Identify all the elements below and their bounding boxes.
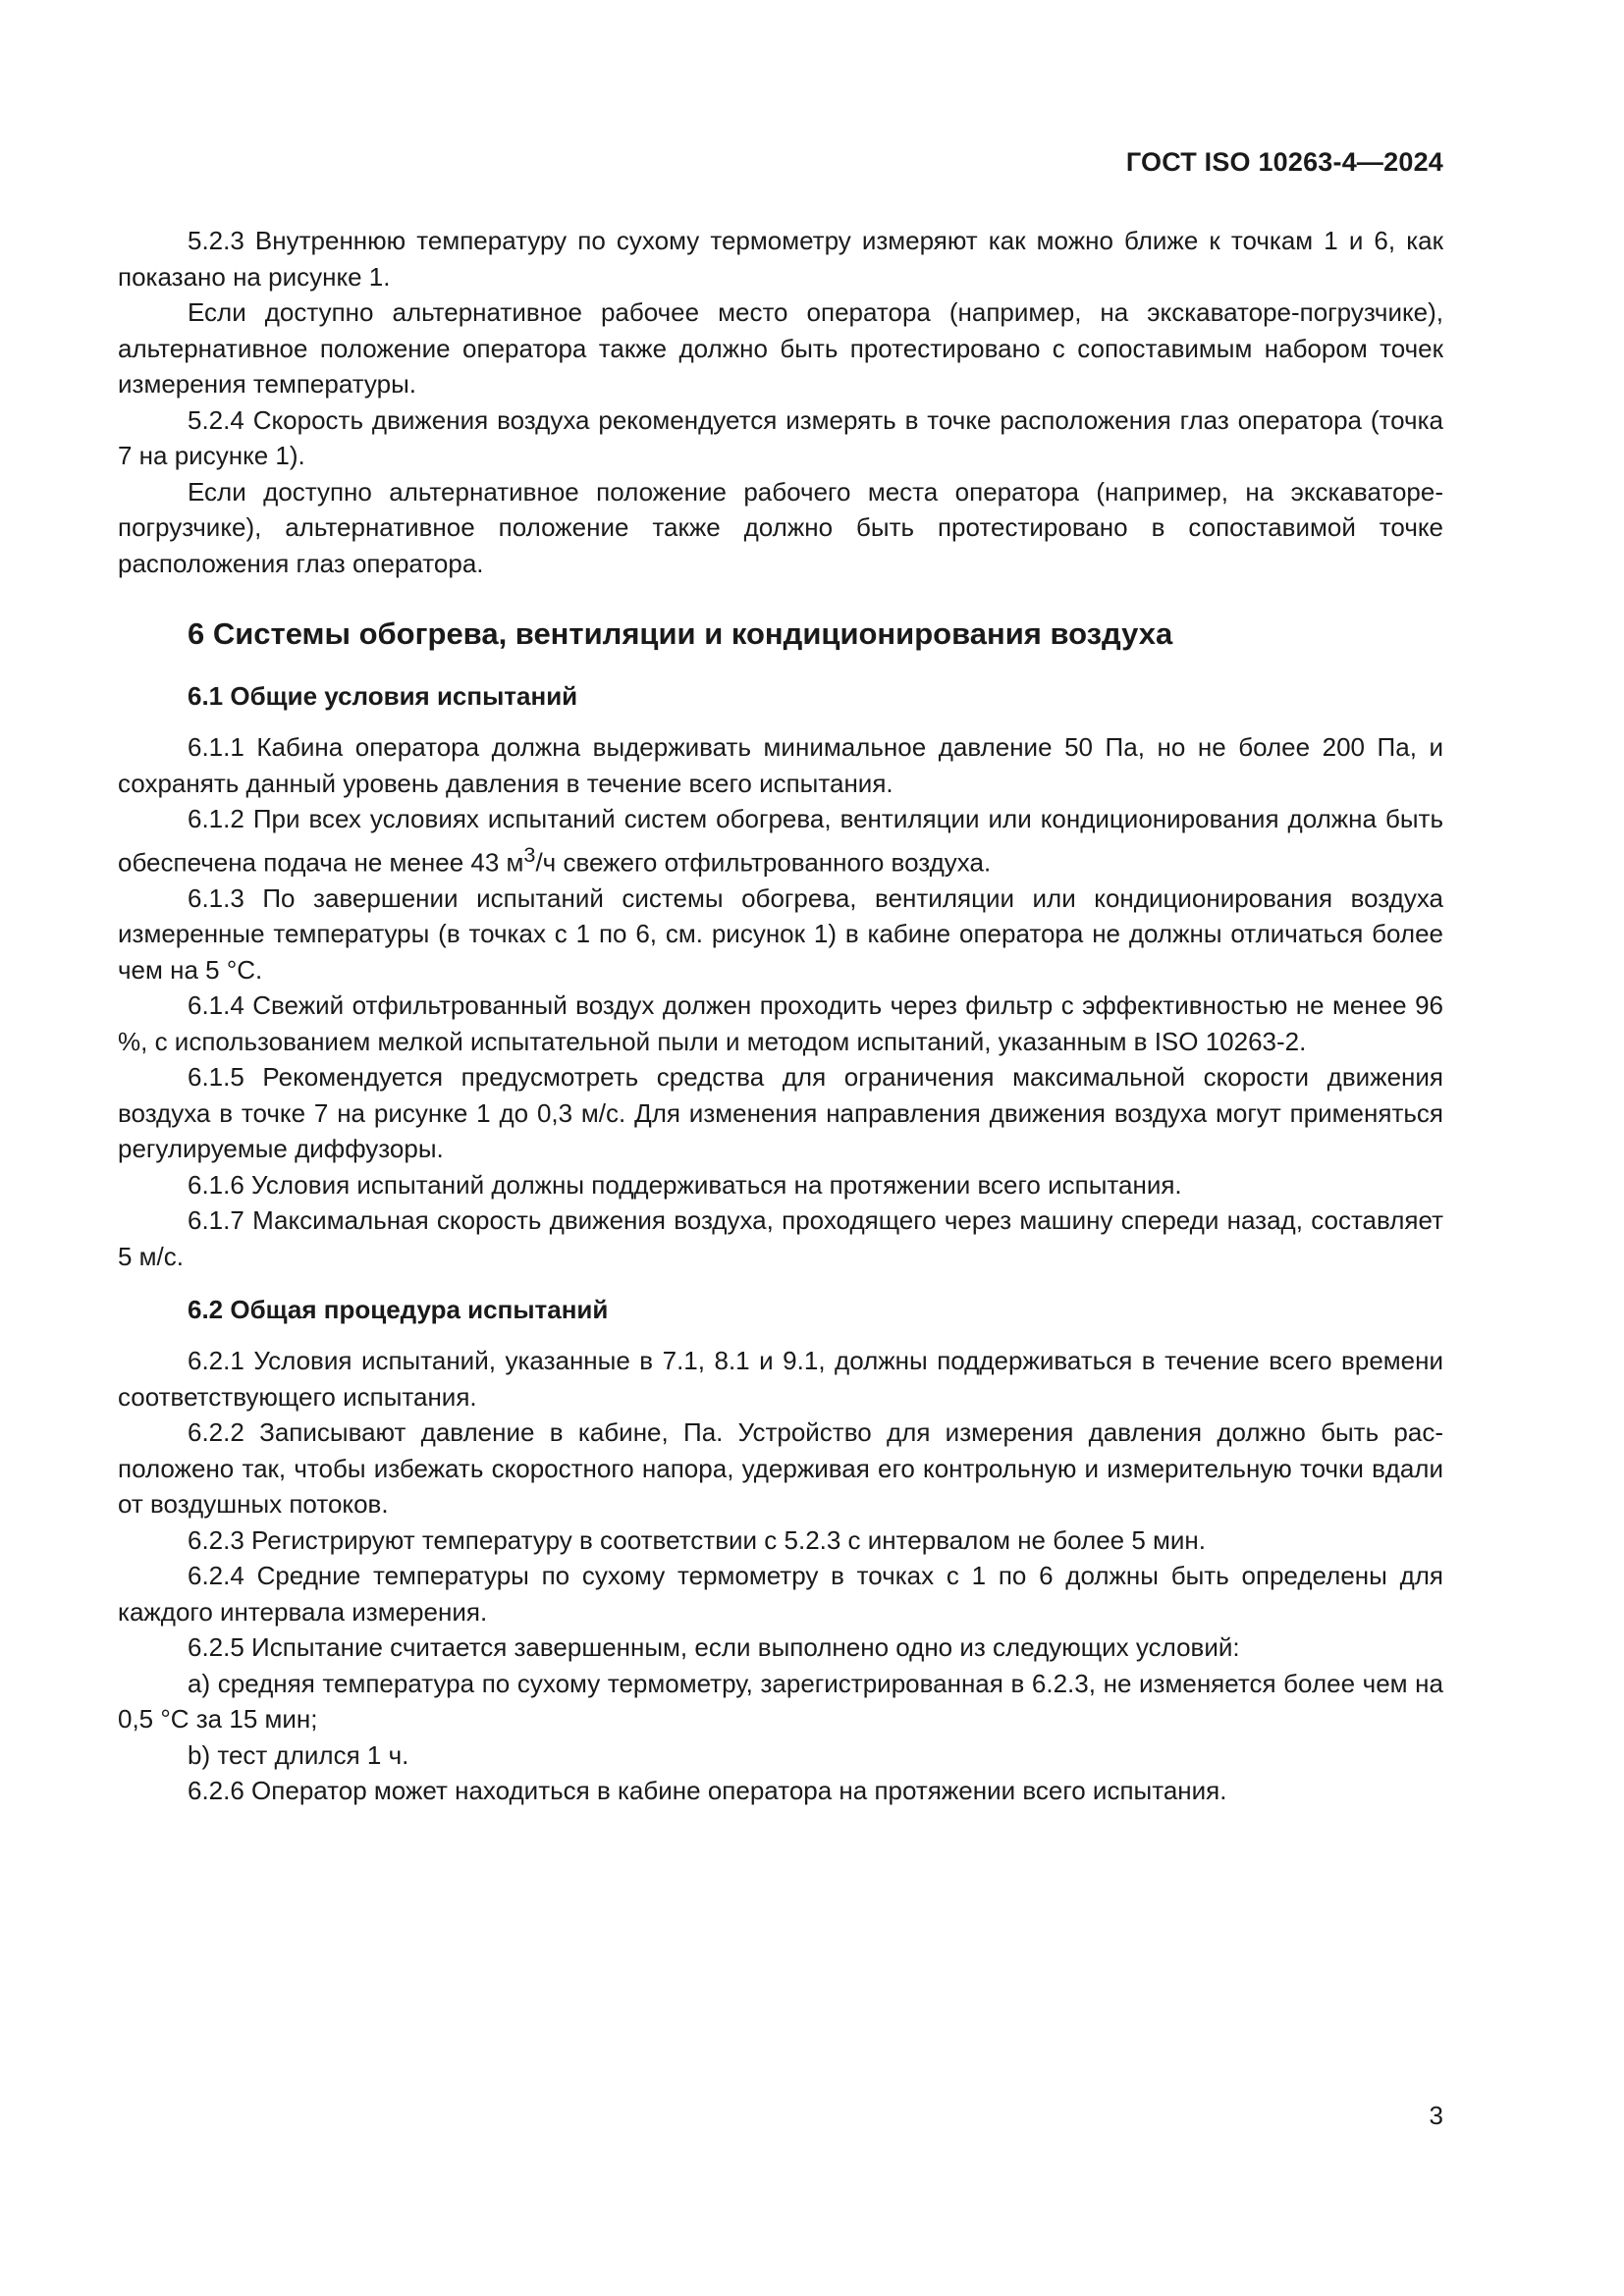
subsection-6-1-heading: 6.1 Общие условия испытаний [188, 681, 578, 711]
document-body [118, 223, 1443, 1809]
paragraph-6-2-5: 6.2.5 Испытание считается завершенным, если выполнено одно из следующих условий: [188, 1632, 1240, 1663]
list-item-a: a) средняя температура по сухому термометру, зарегистрированная в 6.2.3, не изменяется более чем на 0,5 °С за 15 мин; [118, 1668, 1443, 1735]
paragraph-6-1-7: 6.1.7 Максимальная скорость движения воздуха, проходящего через машину спереди назад, составляет 5 м/с. [118, 1205, 1443, 1271]
paragraph-6-1-6: 6.1.6 Условия испытаний должны поддерживаться на протяжении всего испытания. [188, 1169, 1182, 1200]
paragraph-6-1-2 [118, 801, 1443, 881]
paragraph-6-1-1: 6.1.1 Кабина оператора должна выдерживать минимальное давление 50 Па, но не более 200 Па, и сохранять данный уровень давления в течение всего испытания. [118, 732, 1443, 798]
subsection-6-2-heading: 6.2 Общая процедура испытаний [188, 1295, 609, 1325]
paragraph-6-2-4: 6.2.4 Средние температуры по сухому термометру в точках с 1 по 6 должны быть определены для каждого интервала измерения. [118, 1561, 1443, 1627]
section-6-heading: 6 Системы обогрева, вентиляции и кондиционирования воздуха [188, 616, 1173, 651]
list-item-b: b) тест длился 1 ч. [188, 1739, 409, 1770]
superscript-3: 3 [523, 841, 536, 867]
paragraph-5-2-4: 5.2.4 Скорость движения воздуха рекомендуется измерять в точке расположения глаз оператора (точка 7 на рисунке 1). [118, 404, 1443, 470]
paragraph-6-2-3: 6.2.3 Регистрируют температуру в соответствии с 5.2.3 с интервалом не более 5 мин. [188, 1524, 1207, 1555]
paragraph-5-2-3-alt: Если доступно альтернативное рабочее место оператора (например, на экскаваторе-погрузчике), альтернативное положение оператора также должно быть протестировано с сопоставимым набором точек измерения температуры. [118, 297, 1443, 399]
paragraph-6-1-2-text: 6.1.2 При всех условиях испытаний систем обогрева, вентиляции или кондиционирования должна быть обеспечена подача не менее 43 м [118, 804, 1443, 878]
document-code-header: ГОСТ ISO 10263-4—2024 [1125, 147, 1443, 177]
paragraph-6-2-2: 6.2.2 Записывают давление в кабине, Па. Устройство для измерения давления должно быть расположено так, чтобы избежать скоростного напора, удерживая его контрольную и измерительную точки вдали от воздушных потоков. [118, 1417, 1443, 1520]
paragraph-6-1-2-tail: /ч свежего отфильтрованного воздуха. [535, 847, 992, 878]
paragraph-6-1-5: 6.1.5 Рекомендуется предусмотреть средства для ограничения максимальной скорости движения воздуха в точке 7 на рисунке 1 до 0,3 м/с. Для изменения направления движения воздуха могут применяться регулируемые диффузоры. [118, 1062, 1443, 1164]
page-number: 3 [1429, 2101, 1443, 2130]
paragraph-6-2-1: 6.2.1 Условия испытаний, указанные в 7.1, 8.1 и 9.1, должны поддерживаться в течение всего времени соответствующего испытания. [118, 1346, 1443, 1412]
paragraph-5-2-4-alt: Если доступно альтернативное положение рабочего места оператора (например, на экскаваторе-погрузчике), альтернативное положение также должно быть протестировано в сопоставимой точке расположения глаз оператора. [118, 476, 1443, 578]
paragraph-6-2-6: 6.2.6 Оператор может находиться в кабине оператора на протяжении всего испытания. [188, 1776, 1227, 1806]
paragraph-6-1-4: 6.1.4 Свежий отфильтрованный воздух должен проходить через фильтр с эффективностью не менее 96 %, с использованием мелкой испытательной пыли и методом испытаний, указанным в ISO 10263-2. [118, 990, 1443, 1056]
paragraph-5-2-3: 5.2.3 Внутреннюю температуру по сухому термометру измеряют как можно ближе к точкам 1 и 6, как показано на рисунке 1. [118, 226, 1443, 292]
paragraph-6-1-3: 6.1.3 По завершении испытаний системы обогрева, вентиляции или кондиционирования воздуха измеренные температуры (в точках с 1 по 6, см. рисунок 1) в кабине оператора не должны отличаться более чем на 5 °С. [118, 882, 1443, 985]
